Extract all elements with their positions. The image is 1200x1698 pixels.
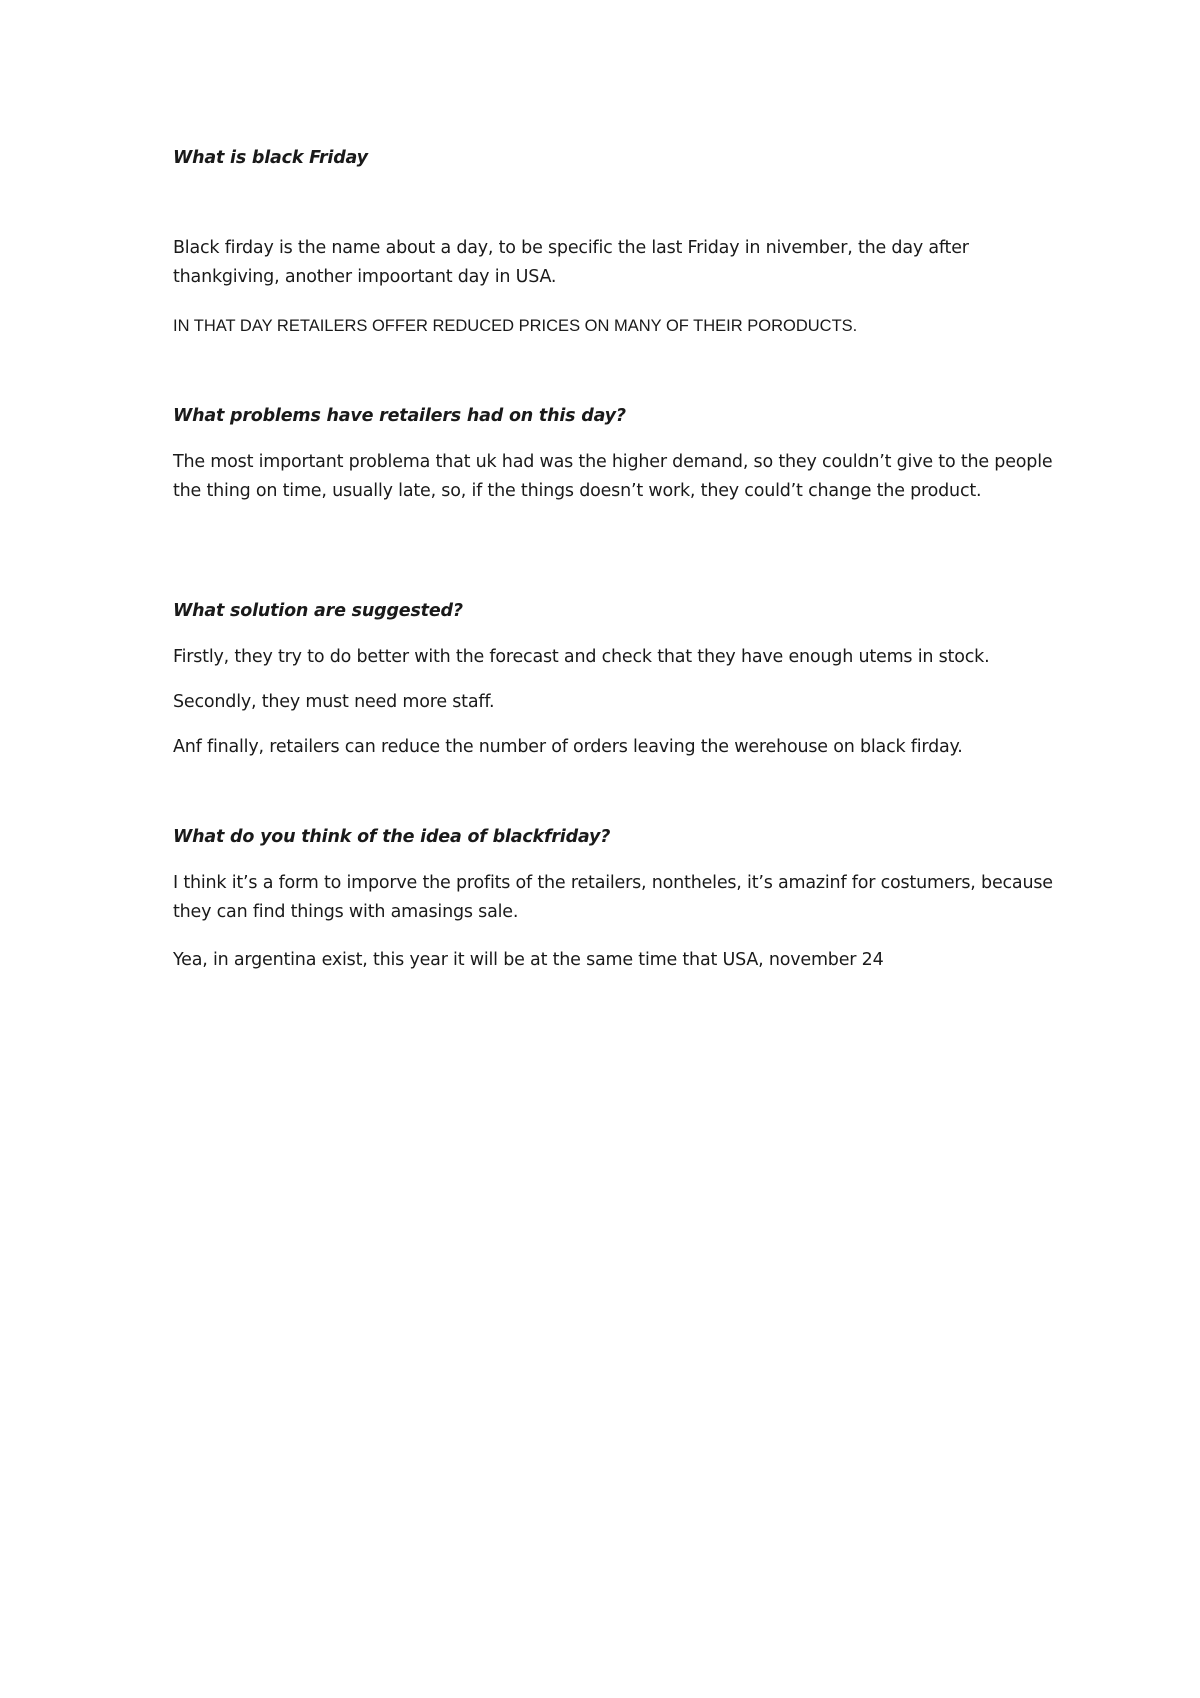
section-heading-what-is-black-friday: What is black Friday — [173, 148, 368, 168]
section-heading-problems: What problems have retailers had on this day? — [173, 406, 626, 426]
section-heading-solutions: What solution are suggested? — [173, 601, 463, 621]
paragraph-black-friday-definition: Black firday is the name about a day, to be specific the last Friday in nivember, the day after thankgiving, another impoortant day in USA. — [173, 238, 969, 287]
paragraph-argentina: Yea, in argentina exist, this year it will be at the same time that USA, november 24 — [173, 950, 884, 970]
paragraph-problems: The most important problema that uk had was the higher demand, so they couldn’t give to the people the thing on time, usually late, so, if the things doesn’t work, they could’t change the product. — [173, 452, 1053, 501]
section-heading-opinion: What do you think of the idea of blackfriday? — [173, 827, 611, 847]
paragraph-retailers-reduced-prices: IN THAT DAY RETAILERS OFFER REDUCED PRICES ON MANY OF THEIR PORODUCTS. — [173, 317, 858, 335]
paragraph-solution-staff: Secondly, they must need more staff. — [173, 692, 495, 712]
paragraph-opinion: I think it’s a form to imporve the profits of the retailers, nontheles, it’s amazinf for costumers, because they can find things with amasings sale. — [173, 873, 1053, 922]
paragraph-solution-orders: Anf finally, retailers can reduce the number of orders leaving the werehouse on black firday. — [173, 737, 963, 757]
paragraph-solution-forecast: Firstly, they try to do better with the forecast and check that they have enough utems in stock. — [173, 647, 990, 667]
